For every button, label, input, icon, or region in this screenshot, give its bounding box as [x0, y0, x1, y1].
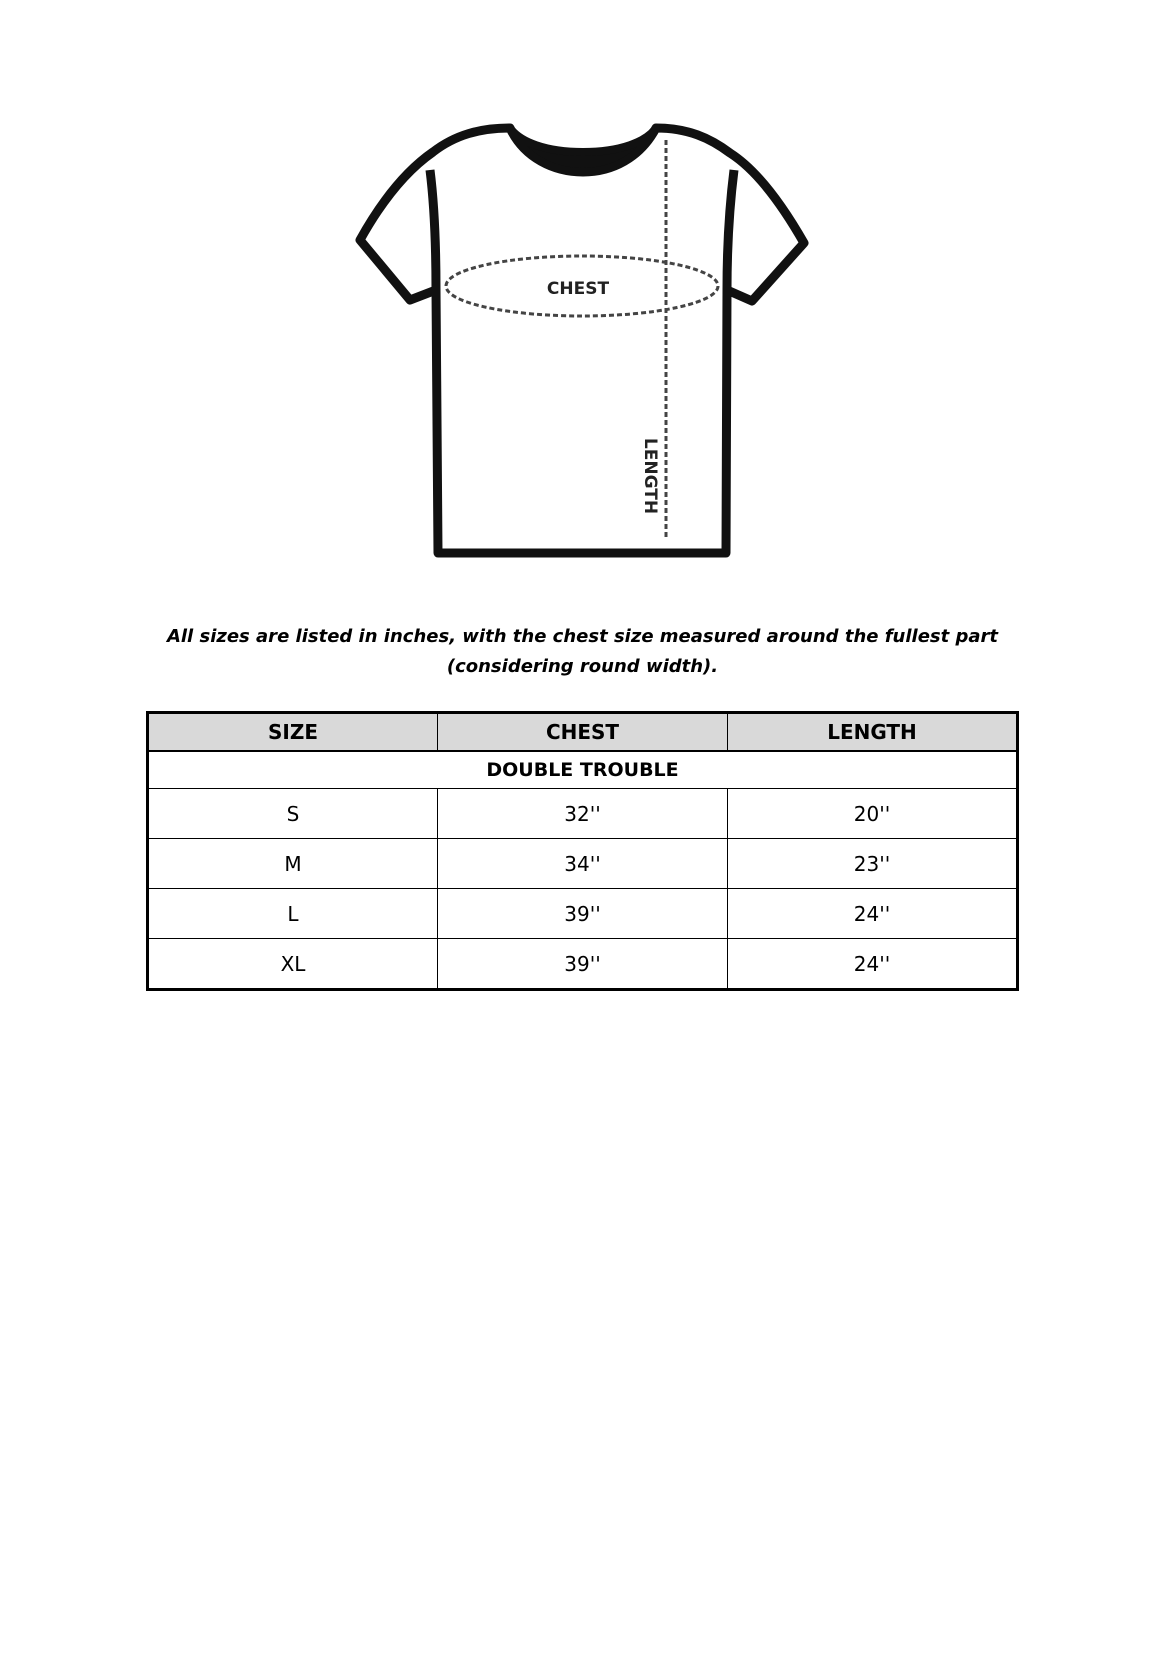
length-label: LENGTH: [640, 437, 660, 515]
chest-cell: 34'': [438, 839, 728, 889]
size-note: [140, 622, 1025, 682]
size-cell: S: [148, 789, 438, 839]
chest-cell: 39'': [438, 939, 728, 990]
size-cell: L: [148, 889, 438, 939]
chest-cell: 39'': [438, 889, 728, 939]
table-header-row: [148, 713, 1018, 752]
length-cell: 20'': [728, 789, 1018, 839]
tshirt-diagram: [0, 0, 1165, 580]
table-row: [148, 939, 1018, 990]
size-note-line-2: (considering round width).: [446, 656, 719, 677]
size-cell: M: [148, 839, 438, 889]
table-row: [148, 839, 1018, 889]
length-cell: 24'': [728, 889, 1018, 939]
header-size: SIZE: [148, 713, 438, 752]
table-row: [148, 889, 1018, 939]
length-cell: 23'': [728, 839, 1018, 889]
product-group-label: DOUBLE TROUBLE: [148, 751, 1018, 789]
header-chest: CHEST: [438, 713, 728, 752]
table-group-row: [148, 751, 1018, 789]
size-cell: XL: [148, 939, 438, 990]
chest-cell: 32'': [438, 789, 728, 839]
header-length: LENGTH: [728, 713, 1018, 752]
table-row: [148, 789, 1018, 839]
tshirt-outline-icon: [0, 0, 1165, 580]
size-note-line-1: All sizes are listed in inches, with the chest size measured around the fullest part: [166, 626, 999, 647]
length-cell: 24'': [728, 939, 1018, 990]
size-chart-table: [146, 711, 1019, 991]
chest-label: CHEST: [546, 279, 610, 299]
